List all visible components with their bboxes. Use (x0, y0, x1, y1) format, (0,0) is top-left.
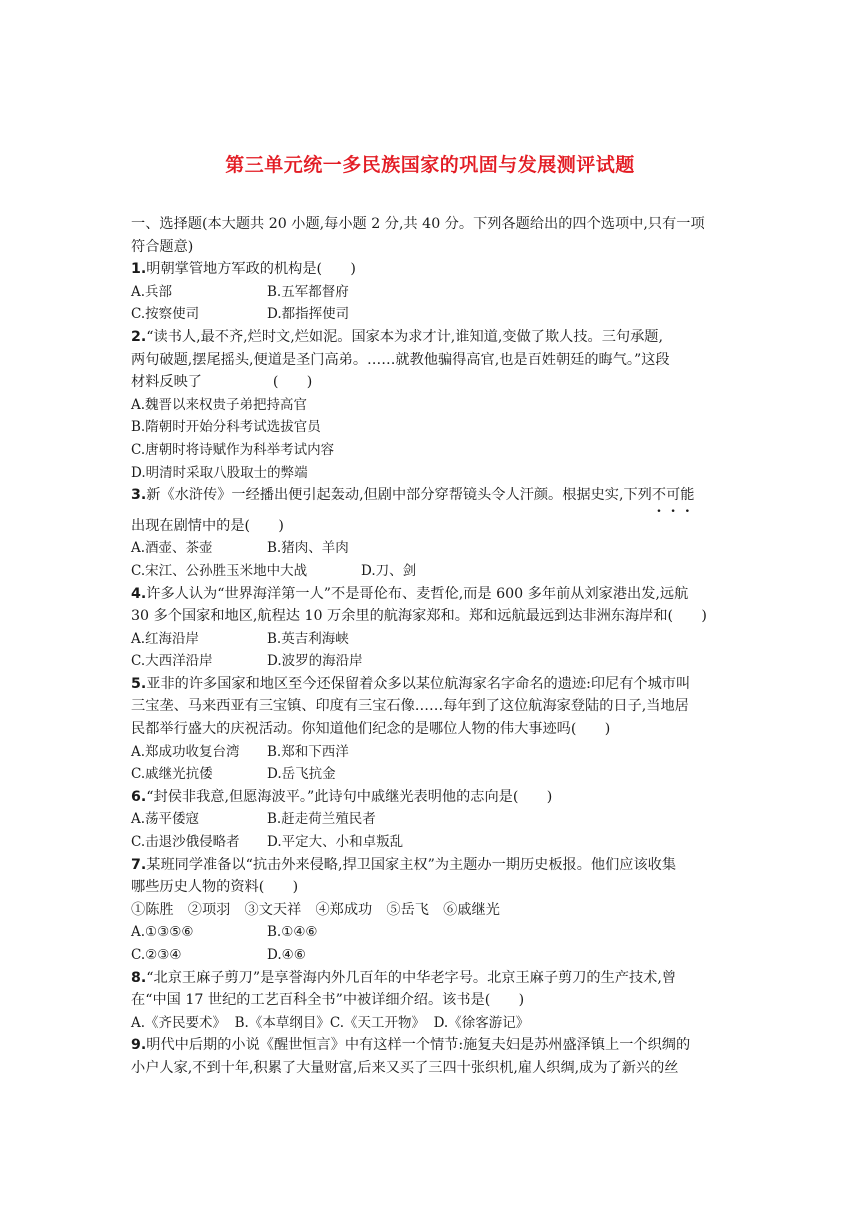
question-stem-line: 材料反映了 ( ) (131, 374, 313, 391)
question-number: 9. (131, 1037, 147, 1054)
question-8 (131, 967, 731, 1035)
emphasis-char: 能 (680, 487, 695, 504)
question-2 (131, 326, 731, 484)
option-a: A.《齐民要术》 (131, 1014, 227, 1031)
question-stem-line: “北京王麻子剪刀”是享誉海内外几百年的中华老字号。北京王麻子剪刀的生产技术,曾 (146, 969, 677, 986)
option-c: C.宋江、公孙胜玉米地中大战 (131, 562, 308, 579)
question-stem-line: 30 多个国家和地区,航程达 10 万余里的航海家郑和。郑和远航最远到达非洲东海岸和( ) (131, 608, 707, 625)
question-4 (131, 583, 731, 673)
option-d: D.波罗的海沿岸 (267, 653, 363, 670)
option-b: B.五军都督府 (267, 283, 349, 300)
question-stem-line: “读书人,最不齐,烂时文,烂如泥。国家本为求才计,谁知道,变做了欺人技。三句承题, (146, 328, 663, 345)
option-a: A.红海沿岸 (131, 630, 200, 647)
option-a: A.荡平倭寇 (131, 811, 200, 828)
question-number: 6. (131, 788, 147, 805)
exam-content (131, 213, 731, 1080)
option-c: C.②③④ (131, 947, 182, 963)
section-line-1: 一、选择题(本大题共 20 小题,每小题 2 分,共 40 分。下列各题给出的四个选项中,只有一项 (131, 216, 705, 232)
option-c: C.大西洋沿岸 (131, 653, 213, 670)
option-b: B.郑和下西洋 (267, 743, 349, 760)
option-d: D.岳飞抗金 (267, 766, 336, 783)
question-stem-line: 在“中国 17 世纪的工艺百科全书”中被详细介绍。该书是( ) (131, 992, 525, 1009)
emphasis-char: 不 (651, 487, 667, 504)
option-a: A.兵部 (131, 283, 173, 300)
question-stem-line: 两句破题,摆尾摇头,便道是圣门高弟。……就教他骗得高官,也是百姓朝廷的晦气。”这段 (131, 351, 670, 368)
option-b: B.①④⑥ (267, 924, 318, 941)
option-b: B.赶走荷兰殖民者 (267, 811, 376, 828)
question-stem-line: 哪些历史人物的资料( ) (131, 879, 299, 896)
question-stem-line: 明代中后期的小说《醒世恒言》中有这样一个情节:施复夫妇是苏州盛泽镇上一个织绸的 (146, 1037, 691, 1054)
page-title: 第三单元统一多民族国家的巩固与发展测评试题 (225, 154, 635, 176)
question-stem-line: 小户人家,不到十年,积累了大量财富,后来又买了三四十张织机,雇人织绸,成为了新兴的丝 (131, 1059, 679, 1076)
option-d: D.《徐客游记》 (433, 1014, 530, 1031)
option-b: B.英吉利海峡 (267, 630, 349, 647)
question-stem: 明朝掌管地方军政的机构是( ) (146, 261, 356, 278)
question-stem-line: 某班同学准备以“抗击外来侵略,捍卫国家主权”为主题办一期历史板报。他们应该收集 (146, 856, 677, 873)
section-instructions (131, 213, 731, 258)
option-c: C.《天工开物》 (329, 1014, 425, 1031)
question-stem-line: 出现在剧情中的是( ) (131, 517, 284, 534)
question-stem: “封侯非我意,但愿海波平。”此诗句中戚继光表明他的志向是( ) (146, 788, 553, 805)
question-5 (131, 673, 731, 786)
question-stem-line: 民都举行盛大的庆祝活动。你知道他们纪念的是哪位人物的伟大事迹吗( ) (131, 721, 611, 738)
section-line-2: 符合题意) (131, 238, 194, 255)
question-stem-line: 许多人认为“世界海洋第一人”不是哥伦布、麦哲伦,而是 600 多年前从刘家港出发,远航 (146, 585, 689, 602)
question-items: ①陈胜 ②项羽 ③文天祥 ④郑成功 ⑤岳飞 ⑥戚继光 (131, 901, 500, 918)
question-stem-line: 亚非的许多国家和地区至今还保留着众多以某位航海家名字命名的遗迹:印尼有个城市叫 (146, 675, 691, 692)
option-a: A.魏晋以来权贵子弟把持高官 (131, 396, 308, 413)
question-9 (131, 1034, 731, 1079)
question-stem-line: 三宝垄、马来西亚有三宝镇、印度有三宝石像……每年到了这位航海家登陆的日子,当地居 (131, 698, 689, 715)
option-a: A.郑成功收复台湾 (131, 743, 240, 760)
option-b: B.《本草纲目》 (234, 1014, 330, 1031)
question-stem-line: 新《水浒传》一经播出便引起轰动,但剧中部分穿帮镜头令人汗颜。根据史实,下列 (146, 487, 652, 504)
option-d: D.明清时采取八股取士的弊端 (131, 464, 308, 481)
question-number: 4. (131, 585, 147, 602)
question-6 (131, 786, 731, 854)
question-number: 3. (131, 487, 147, 504)
question-number: 1. (131, 261, 147, 278)
option-d: D.④⑥ (267, 947, 306, 963)
option-d: D.平定大、小和卓叛乱 (267, 834, 404, 851)
option-a: A.①③⑤⑥ (131, 924, 194, 941)
option-b: B.猪肉、羊肉 (267, 540, 349, 557)
option-c: C.戚继光抗倭 (131, 766, 213, 783)
question-number: 2. (131, 328, 147, 345)
option-d: D.刀、剑 (361, 562, 417, 579)
question-3 (131, 484, 731, 582)
question-1 (131, 258, 731, 326)
option-b: B.隋朝时开始分科考试选拔官员 (131, 419, 321, 436)
option-c: C.唐朝时将诗赋作为科举考试内容 (131, 441, 335, 458)
question-7 (131, 854, 731, 967)
question-number: 7. (131, 856, 147, 873)
question-number: 5. (131, 675, 147, 692)
option-a: A.酒壶、茶壶 (131, 540, 213, 557)
option-c: C.按察使司 (131, 306, 200, 323)
emphasis-char: 可 (666, 487, 681, 504)
option-d: D.都指挥使司 (267, 306, 350, 323)
option-c: C.击退沙俄侵略者 (131, 834, 240, 851)
question-number: 8. (131, 969, 147, 986)
